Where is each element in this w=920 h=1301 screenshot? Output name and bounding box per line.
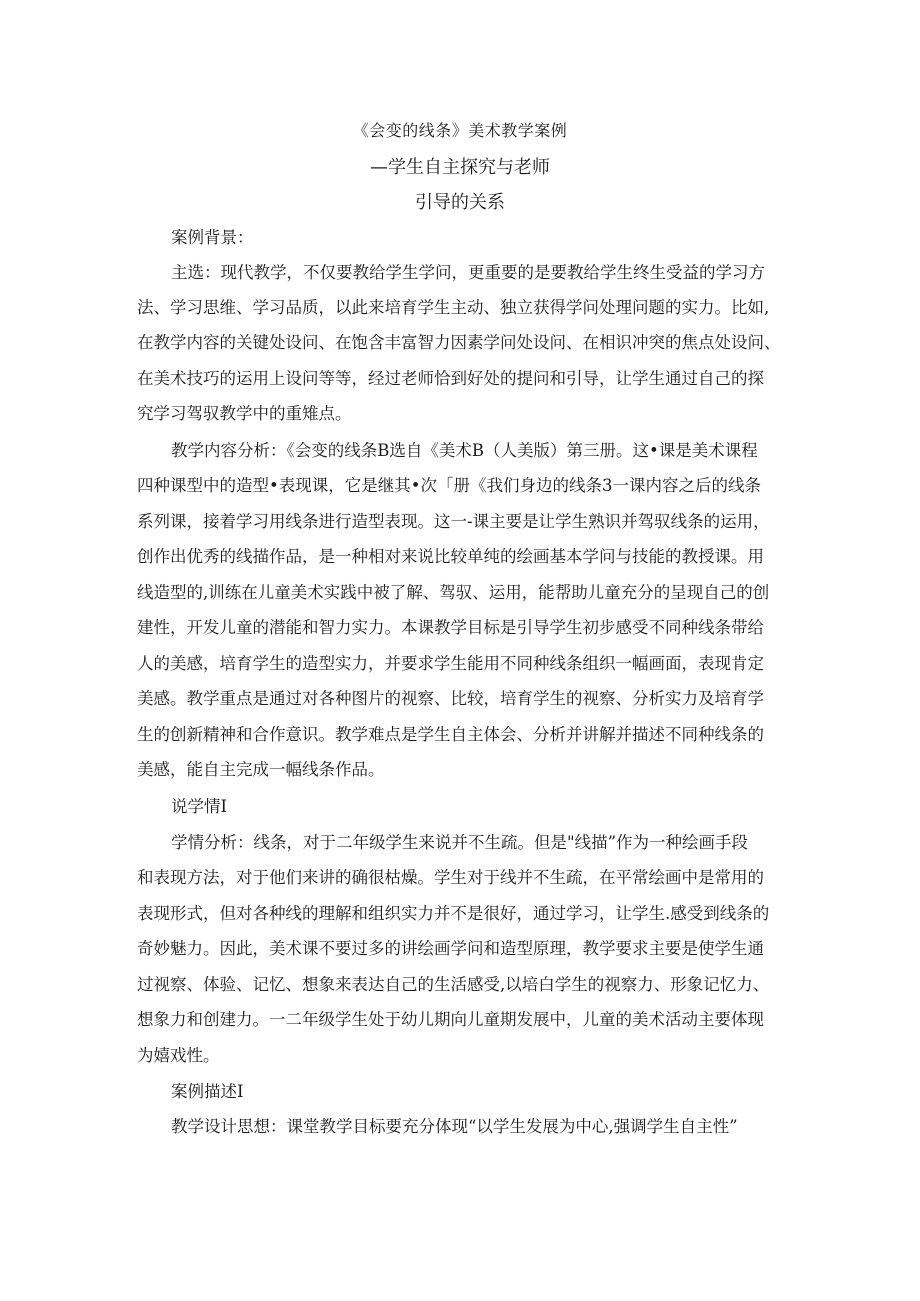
paragraph-line: 美感。教学重点是通过对各种图片的视察、比较，培育学生的视察、分析实力及培育学	[137, 689, 764, 708]
paragraph-line: 创作出优秀的线描作品，是一种相对来说比较单纯的绘画基本学问与技能的教授课。用	[137, 547, 764, 566]
paragraph-line: 在美术技巧的运用上设问等等，经过老师恰到好处的提问和引导，让学生通过自己的探	[137, 369, 764, 388]
paragraph-line: 线造型的,训练在儿童美术实践中被了解、驾驭、运用，能帮助儿童充分的呈现自己的创	[137, 583, 770, 602]
paragraph-line: 想象力和创建力。一二年级学生处于幼儿期向儿童期发展中，儿童的美术活动主要体现	[137, 1010, 764, 1029]
paragraph-line: 系列课，接着学习用线条进行造型表现。这一-课主要是让学生熟识并驾驭线条的运用，	[137, 512, 770, 531]
paragraph-line: 生的创新精神和合作意识。教学难点是学生自主体会、分析并讲解并描述不同种线条的	[137, 725, 764, 744]
paragraph-line: 表现形式，但对各种线的理解和组织实力并不是很好，通过学习，让学生.感受到线条的	[137, 904, 770, 923]
document-subtitle-line1: —学生自主探究与老师	[370, 157, 550, 178]
paragraph-line: 美感，能自主完成一幅线条作品。	[137, 760, 385, 779]
paragraph-line: 教学设计思想：课堂教学目标要充分体现“以学生发展为中心,强调学生自主性”	[171, 1117, 738, 1136]
section-heading-learning: 说学情I	[171, 797, 228, 816]
paragraph-line: 过视察、体验、记忆、想象来表达自己的生活感受,以培白学生的视察力、形象记忆力、	[137, 975, 770, 994]
document-subtitle-line2: 引导的关系	[415, 192, 505, 213]
section-heading-background: 案例背景：	[171, 228, 254, 247]
paragraph-line: 学情分析：线条，对于二年级学生来说并不生疏。但是"线描”作为一种绘画手段	[171, 833, 749, 852]
paragraph-line: 主选：现代教学，不仅要教给学生学问，更重要的是要教给学生终生受益的学习方	[171, 263, 765, 282]
paragraph-line: 人的美感，培育学生的造型实力，并要求学生能用不同种线条组织一幅画面，表现肯定	[137, 654, 764, 673]
paragraph-line: 在教学内容的关键处设问、在饱含丰富智力因素学问处设问、在相识冲突的焦点处设问、	[137, 333, 781, 352]
section-heading-case: 案例描述I	[171, 1082, 244, 1101]
paragraph-line: 法、学习思维、学习品质，以此来培育学生主动、独立获得学问处理问题的实力。比如,	[137, 298, 770, 317]
document-title: 《会变的线条》美术教学案例	[352, 121, 568, 140]
paragraph-line: 奇妙魅力。因此，美术课不要过多的讲绘画学问和造型原理，教学要求主要是使学生通	[137, 939, 764, 958]
paragraph-line: 四种课型中的造型•表现课，它是继其•次「册《我们身边的线条3一课内容之后的线条	[137, 476, 761, 495]
paragraph-line: 为嬉戏性。	[137, 1046, 220, 1065]
paragraph-line: 教学内容分析：《会变的线条B选自《美术B（人美版）第三册。这•课是美术课程	[171, 441, 758, 460]
paragraph-line: 建性，开发儿童的潜能和智力实力。本课教学目标是引导学生初步感受不同种线条带给	[137, 618, 764, 637]
paragraph-line: 究学习驾驭教学中的重雉点。	[137, 404, 352, 423]
paragraph-line: 和表现方法，对于他们来讲的确很枯燥。学生对于线并不生疏，在平常绘画中是常用的	[137, 868, 764, 887]
